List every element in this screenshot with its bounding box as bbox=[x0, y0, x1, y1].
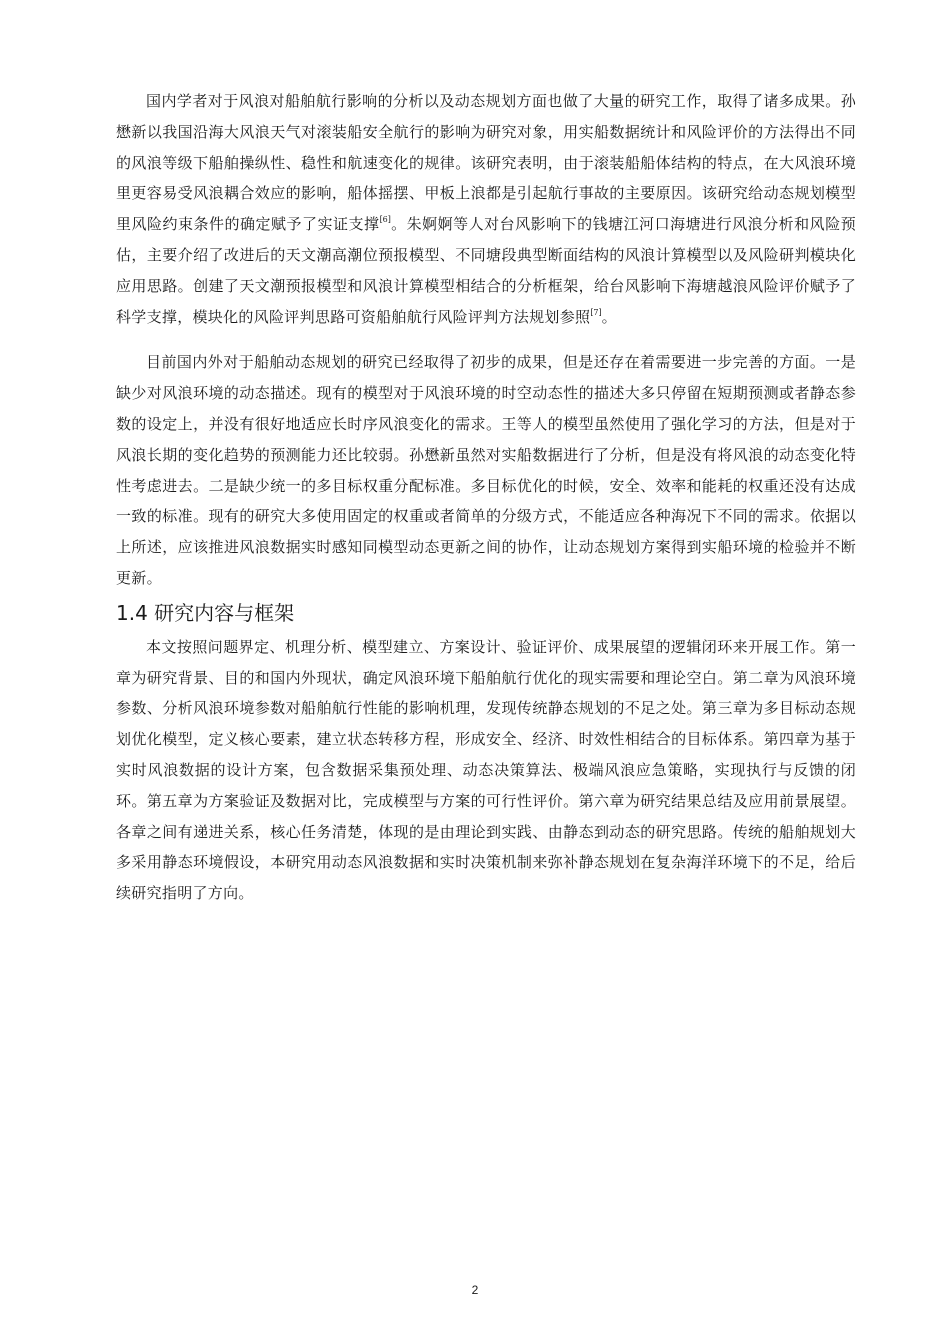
section-heading: 1.4 研究内容与框架 bbox=[116, 600, 295, 625]
citation-7: [7] bbox=[590, 307, 602, 317]
page-body bbox=[116, 86, 856, 909]
paragraph-1-text-b: 。朱婀婀等人对台风影响下的钱塘江河口海塘进行风浪分析和风险预估，主要介绍了改进后的天文潮高潮位预报模型、不同塘段典型断面结构的风浪计算模型以及风险研判模块化应用思路。创建了天文潮预报模型和风浪计算模型相结合的分析框架，给台风影响下海塘越浪风险评价赋予了科学支撑，模块化的风险评判思路可资船舶航行风险评判方法规划参照 bbox=[116, 215, 856, 326]
paragraph-domestic-research bbox=[116, 86, 856, 332]
citation-6: [6] bbox=[379, 215, 391, 225]
paragraph-research-gaps: 目前国内外对于船舶动态规划的研究已经取得了初步的成果，但是还存在着需要进一步完善的方面。一是缺少对风浪环境的动态描述。现有的模型对于风浪环境的时空动态性的描述大多只停留在短期预测或者静态参数的设定上，并没有很好地适应长时序风浪变化的需求。王等人的模型虽然使用了强化学习的方法，但是对于风浪长期的变化趋势的预测能力还比较弱。孙懋新虽然对实船数据进行了分析，但是没有将风浪的动态变化特性考虑进去。二是缺少统一的多目标权重分配标准。多目标优化的时候，安全、效率和能耗的权重还没有达成一致的标准。现有的研究大多使用固定的权重或者简单的分级方式，不能适应各种海况下不同的需求。依据以上所述，应该推进风浪数据实时感知同模型动态更新之间的协作，让动态规划方案得到实船环境的检验并不断更新。 bbox=[116, 353, 856, 587]
paragraph-spacer bbox=[116, 332, 856, 347]
paragraph-research-framework: 本文按照问题界定、机理分析、模型建立、方案设计、验证评价、成果展望的逻辑闭环来开展工作。第一章为研究背景、目的和国内外现状，确定风浪环境下船舶航行优化的现实需要和理论空白。第二章为风浪环境参数、分析风浪环境参数对船舶航行性能的影响机理，发现传统静态规划的不足之处。第三章为多目标动态规划优化模型，定义核心要素，建立状态转移方程，形成安全、经济、时效性相结合的目标体系。第四章为基于实时风浪数据的设计方案，包含数据采集预处理、动态决策算法、极端风浪应急策略，实现执行与反馈的闭环。第五章为方案验证及数据对比，完成模型与方案的可行性评价。第六章为研究结果总结及应用前景展望。各章之间有递进关系，核心任务清楚，体现的是由理论到实践、由静态到动态的研究思路。传统的船舶规划大多采用静态环境假设，本研究用动态风浪数据和实时决策机制来弥补静态规划在复杂海洋环境下的不足，给后续研究指明了方向。 bbox=[116, 637, 856, 903]
page-number: 2 bbox=[471, 1283, 479, 1297]
paragraph-1-text-a: 国内学者对于风浪对船舶航行影响的分析以及动态规划方面也做了大量的研究工作，取得了诸多成果。孙懋新以我国沿海大风浪天气对滚装船安全航行的影响为研究对象，用实船数据统计和风险评价的方法得出不同的风浪等级下船舶操纵性、稳性和航速变化的规律。该研究表明，由于滚装船船体结构的特点，在大风浪环境里更容易受风浪耦合效应的影响，船体摇摆、甲板上浪都是引起航行事故的主要原因。该研究给动态规划模型里风险约束条件的确定赋予了实证支撑 bbox=[116, 92, 856, 234]
paragraph-1-text-c: 。 bbox=[601, 307, 617, 326]
